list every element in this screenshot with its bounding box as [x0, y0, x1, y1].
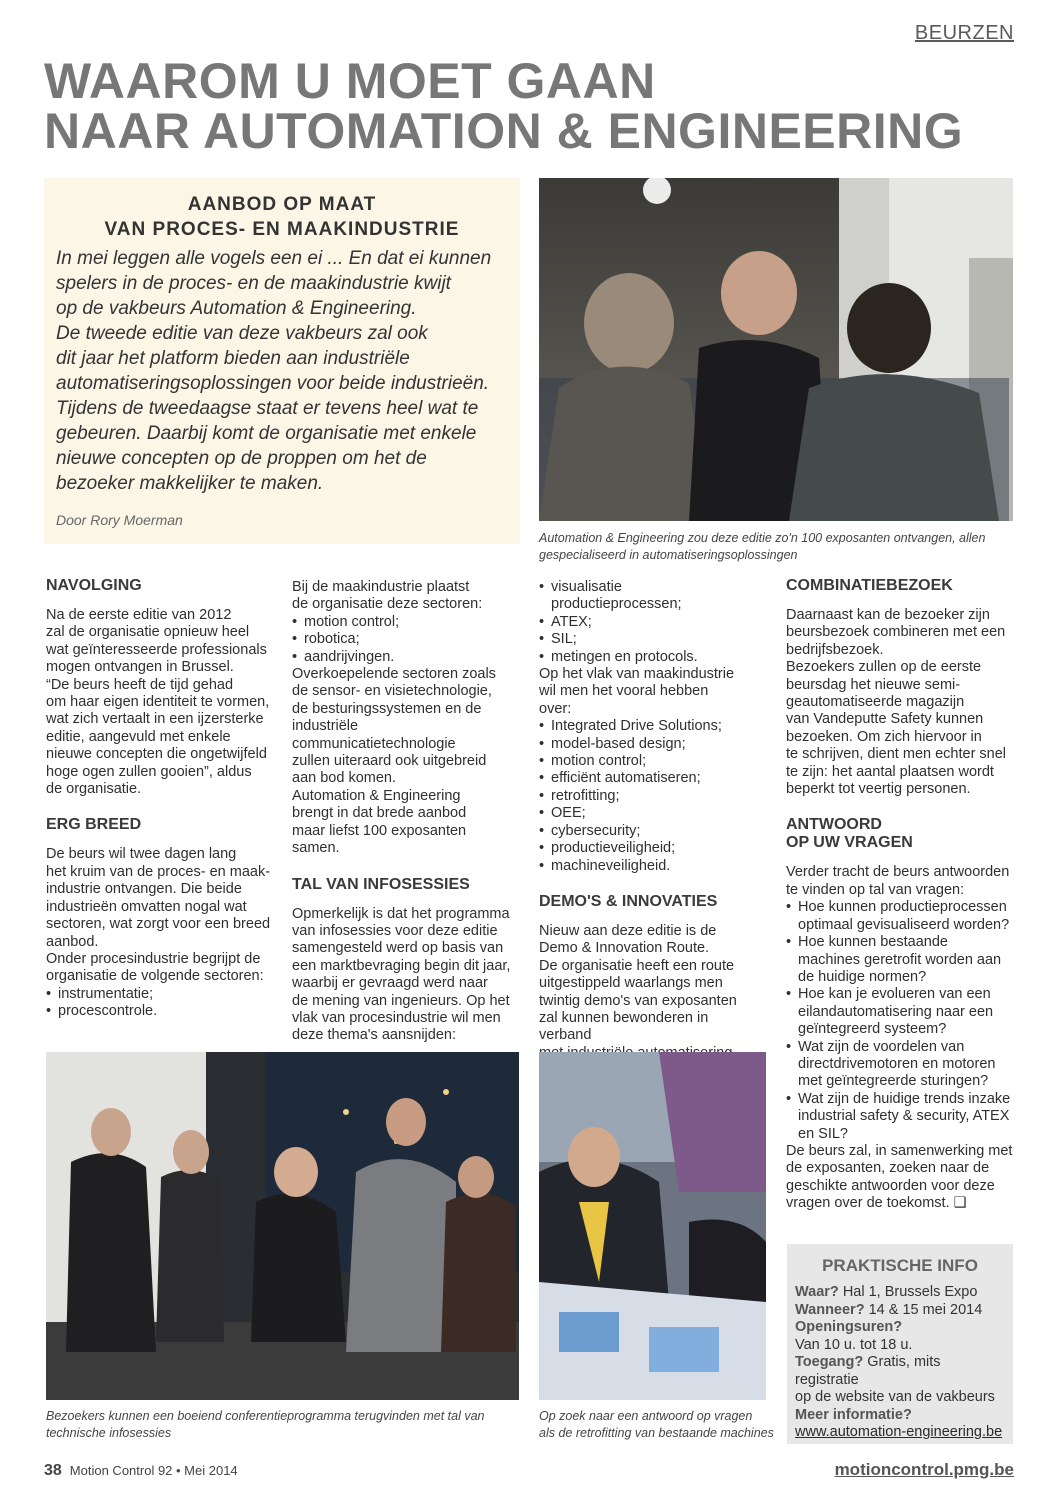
section-tag: BEURZEN — [914, 22, 1014, 44]
bullet-item: • SIL; — [539, 631, 739, 648]
text-line: brengt in dat brede aanbod — [292, 805, 467, 822]
text-line: zal kunnen bewonderen in verband — [539, 1009, 709, 1044]
info-value: 14 & 15 mei 2014 — [868, 1301, 983, 1318]
text-line: Opmerkelijk is dat het programma — [292, 905, 510, 922]
text-line: te zijn: het aantal plaatsen wordt — [786, 763, 994, 780]
info-hours — [795, 1319, 1005, 1337]
text-line: industrie ontvangen. Die beide — [46, 881, 242, 898]
text-line: bedrijfsbezoek. — [786, 641, 884, 658]
text-line: Na de eerste editie van 2012 — [46, 607, 232, 623]
intro-line: spelers in de proces- en de maakindustrie kwijt — [56, 273, 451, 294]
bullet-item: • OEE; — [539, 805, 739, 822]
text-line: Bezoekers zullen op de eerste — [786, 659, 982, 676]
intro-line: bezoeker makkelijker te maken. — [56, 473, 324, 494]
text-line: aan bod komen. — [292, 770, 396, 787]
text-line: Automation & Engineering — [292, 787, 461, 804]
practical-info-box — [787, 1244, 1013, 1444]
text-line — [786, 1195, 1014, 1212]
intro-heading-line: VAN PROCES- EN MAAKINDUSTRIE — [104, 219, 460, 240]
caption-line: gespecialiseerd in automatiseringsoplossingen — [539, 548, 798, 562]
bullet-item: • Hoe kunnen bestaande machines geretrofit worden aan de huidige normen? — [786, 934, 1014, 986]
info-where — [795, 1284, 1005, 1302]
column-3 — [539, 579, 739, 1062]
photo-stand — [539, 178, 1013, 521]
heading-combinatiebezoek: COMBINATIEBEZOEK — [786, 577, 953, 594]
text-line: beursbezoek combineren met een — [786, 624, 1006, 641]
bullet-item: • Wat zijn de huidige trends inzake industrial safety & security, ATEX en SIL? — [786, 1091, 1014, 1143]
info-hours-value: Van 10 u. tot 18 u. — [795, 1336, 913, 1353]
bullet-item: • productieveiligheid; — [539, 840, 739, 857]
bullet-item: • Hoe kunnen productieprocessen optimaal gevisualiseerd worden? — [786, 899, 1014, 934]
text-line: beperkt tot veertig personen. — [786, 781, 971, 798]
text-line: een marktbevraging begin dit jaar, — [292, 957, 511, 974]
magazine-issue: Motion Control 92 • Mei 2014 — [69, 1463, 238, 1478]
bullet-item: • retrofitting; — [539, 788, 739, 805]
info-label: Toegang? — [795, 1354, 864, 1370]
bullet-item: • Wat zijn de voordelen van directdrivemotoren en motoren met geïntegreerde sturingen? — [786, 1039, 1014, 1091]
heading-navolging: NAVOLGING — [46, 577, 142, 594]
text-line: van Vandeputte Safety kunnen — [786, 711, 984, 728]
text-line: maar liefst 100 exposanten — [292, 822, 467, 839]
intro-line: Tijdens de tweedaagse staat er tevens heel wat te — [56, 398, 479, 419]
text-line: zal de organisatie opnieuw heel — [46, 624, 250, 641]
footer-left — [44, 1462, 238, 1480]
info-label: Openingsuren? — [795, 1319, 903, 1335]
text-line: editie, aangevuld met enkele — [46, 728, 231, 745]
text-line: Op het vlak van maakindustrie — [539, 666, 735, 683]
heading-tal-van-infosessies: TAL VAN INFOSESSIES — [292, 875, 470, 893]
text-line: Daarnaast kan de bezoeker zijn — [786, 607, 990, 623]
intro-heading-line: AANBOD OP MAAT — [187, 194, 377, 215]
photo-conference — [46, 1052, 519, 1400]
text-line: de sensor- en visietechnologie, — [292, 683, 492, 700]
text-line: geautomatiseerde magazijn — [786, 694, 965, 711]
text-line: hoge ogen zullen gooien”, aldus — [46, 763, 252, 780]
photo-stand-image — [539, 178, 1013, 521]
text-line: Verder tracht de beurs antwoorden — [786, 864, 1010, 881]
text-line: industrieën omvatten nogal wat — [46, 898, 247, 915]
info-label: Waar? — [795, 1284, 839, 1300]
text-line: samen. — [292, 840, 340, 857]
bullet-item: • cybersecurity; — [539, 823, 739, 840]
text-line: geschikte antwoorden voor deze — [786, 1177, 995, 1194]
byline: Door Rory Moerman — [56, 512, 183, 528]
text-line: twintig demo's van exposanten — [539, 992, 737, 1009]
text-span: vragen over de toekomst. — [786, 1195, 950, 1212]
text-line: de exposanten, zoeken naar de — [786, 1160, 990, 1177]
photo-conference-image — [46, 1052, 519, 1400]
info-value: Hal 1, Brussels Expo — [842, 1284, 978, 1300]
page-title — [44, 53, 1024, 159]
heading-line: ANTWOORD — [786, 816, 882, 834]
text-line: het kruim van de proces- en maak- — [46, 863, 271, 880]
bullet-item: • Hoe kan je evolueren van een eilandautomatisering naar een geïntegreerd systeem? — [786, 986, 1014, 1038]
caption-top — [539, 530, 1019, 564]
text-line: te vinden op tal van vragen: — [786, 881, 965, 898]
info-when — [795, 1302, 1005, 1320]
text-line: “De beurs heeft de tijd gehad — [46, 676, 234, 693]
text-line: wat zich vertaalt in een ijzersterke — [46, 711, 264, 728]
text-line: bezoeken. Om zich hiervoor in — [786, 728, 982, 745]
column-1 — [46, 577, 276, 1021]
intro-line: nieuwe concepten op de proppen om het de — [56, 448, 427, 469]
info-label: Wanneer? — [795, 1301, 865, 1318]
column-2 — [292, 579, 524, 1045]
caption-line: Op zoek naar een antwoord op vragen — [539, 1409, 753, 1423]
intro-line: automatiseringsoplossingen voor beide industrieën. — [56, 373, 490, 394]
text-line: Nieuw aan deze editie is de — [539, 922, 717, 939]
text-line: waarbij er gevraagd werd naar — [292, 975, 488, 992]
page-number: 38 — [44, 1462, 62, 1479]
text-line: De beurs wil twee dagen lang — [46, 846, 237, 863]
text-line: Demo & Innovation Route. — [539, 940, 710, 957]
text-line: de mening van ingenieurs. Op het — [292, 992, 510, 1009]
info-heading: PRAKTISCHE INFO — [822, 1256, 978, 1275]
heading-demos-innovaties: DEMO'S & INNOVATIES — [539, 892, 718, 910]
caption-bottom-left — [46, 1408, 526, 1442]
photo-visitors-image — [539, 1052, 766, 1400]
bullet-item: • machineveiligheid. — [539, 858, 739, 875]
text-line: uitgestippeld waarlangs men — [539, 975, 723, 992]
info-more — [795, 1407, 1005, 1425]
intro-line: gebeuren. Daarbij komt de organisatie met enkele — [56, 423, 477, 444]
intro-line: De tweede editie van deze vakbeurs zal ook — [56, 323, 428, 344]
title-line: WAAROM U MOET GAAN — [44, 53, 656, 109]
text-line: Overkoepelende sectoren zoals — [292, 666, 496, 683]
heading-antwoord — [786, 816, 1014, 852]
text-line: om haar eigen identiteit te vormen, — [46, 694, 270, 711]
text-line: wat geïnteresseerde professionals — [46, 641, 267, 658]
intro-line: op de vakbeurs Automation & Engineering. — [56, 298, 417, 319]
bullet-item: • metingen en protocols. — [539, 649, 739, 666]
text-line: zullen uiteraard ook uitgebreid — [292, 753, 487, 770]
text-line: industriële communicatietechnologie — [292, 718, 456, 752]
text-line: wil men het vooral hebben over: — [539, 683, 709, 717]
column-4 — [786, 577, 1014, 1213]
text-line: samengesteld werd op basis van — [292, 940, 504, 957]
info-label: Meer informatie? — [795, 1406, 912, 1423]
title-line: NAAR AUTOMATION & ENGINEERING — [44, 103, 964, 159]
text-line: beursdag het nieuwe semi- — [786, 676, 961, 693]
bullet-item: • Integrated Drive Solutions; — [539, 718, 739, 735]
bullet-item: • ATEX; — [539, 614, 739, 631]
end-mark-icon: ❑ — [953, 1195, 967, 1212]
caption-line: Automation & Engineering zou deze editie zo'n 100 exposanten ontvangen, allen — [539, 531, 986, 545]
bullet-item: • instrumentatie; — [46, 986, 276, 1003]
caption-line: technische infosessies — [46, 1426, 172, 1440]
heading-erg-breed: ERG BREED — [46, 816, 142, 834]
bullet-item: • motion control; — [292, 614, 524, 631]
text-line: deze thema's aansnijden: — [292, 1027, 456, 1044]
text-line: organisatie de volgende sectoren: — [46, 968, 264, 985]
intro-box — [44, 178, 520, 544]
info-access — [795, 1354, 1005, 1389]
bullet-item: • robotica; — [292, 631, 524, 648]
photo-visitors — [539, 1052, 766, 1400]
text-line: mogen ontvangen in Brussel. — [46, 659, 234, 676]
text-line: vlak van procesindustrie wil men — [292, 1009, 501, 1026]
intro-line: In mei leggen alle vogels een ei ... En dat ei kunnen — [56, 248, 492, 269]
intro-line: dit jaar het platform bieden aan industriële — [56, 348, 410, 369]
info-access-cont: op de website van de vakbeurs — [795, 1389, 995, 1405]
info-value: Gratis, mits registratie — [795, 1354, 941, 1388]
bullet-item: • model-based design; — [539, 736, 739, 753]
bullet-item: • efficiënt automatiseren; — [539, 770, 739, 787]
text-line: De beurs zal, in samenwerking met — [786, 1142, 1013, 1159]
heading-line: OP UW VRAGEN — [786, 834, 913, 852]
text-line: De organisatie heeft een route — [539, 957, 735, 974]
intro-lead — [56, 246, 508, 496]
text-line: de organisatie deze sectoren: — [292, 596, 483, 613]
text-line: Bij de maakindustrie plaatst — [292, 579, 470, 595]
text-line: de organisatie. — [46, 781, 142, 798]
intro-heading — [56, 192, 508, 242]
text-line: nieuwe concepten die ongetwijfeld — [46, 746, 267, 763]
text-line: de besturingssystemen en de — [292, 700, 482, 717]
bullet-item: • aandrijvingen. — [292, 649, 524, 666]
bullet-item: • visualisatie productieprocessen; — [539, 579, 739, 614]
caption-line: als de retrofitting van bestaande machines — [539, 1426, 774, 1440]
bullet-item: • procescontrole. — [46, 1003, 276, 1020]
text-line: sectoren, wat zorgt voor een breed — [46, 916, 271, 933]
text-line: aanbod. — [46, 933, 99, 950]
info-link[interactable]: www.automation-engineering.be — [795, 1424, 1003, 1440]
footer-site-link[interactable]: motioncontrol.pmg.be — [834, 1460, 1014, 1479]
text-line: Onder procesindustrie begrijpt de — [46, 950, 261, 967]
caption-bottom-right — [539, 1408, 779, 1442]
bullet-item: • motion control; — [539, 753, 739, 770]
text-line: te schrijven, dient men echter snel — [786, 746, 1007, 763]
text-line: van infosessies voor deze editie — [292, 922, 498, 939]
caption-line: Bezoekers kunnen een boeiend conferentieprogramma terugvinden met tal van — [46, 1409, 485, 1423]
